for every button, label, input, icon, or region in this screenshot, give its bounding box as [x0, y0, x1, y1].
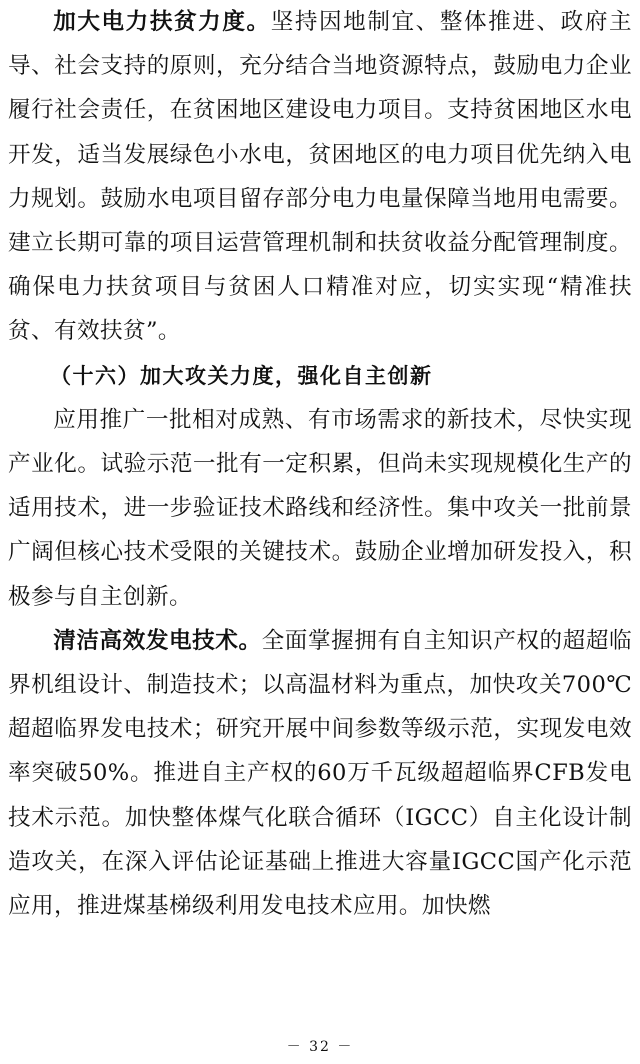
paragraph-lead-clean-power: 清洁高效发电技术。 [53, 627, 262, 654]
paragraph-lead-power-poverty: 加大电力扶贫力度。 [53, 9, 271, 35]
section-heading-16: （十六）加大攻关力度，强化自主创新 [50, 363, 433, 388]
paragraph-clean-power-generation [8, 619, 632, 928]
paragraph-technology-application: 应用推广一批相对成熟、有市场需求的新技术，尽快实现产业化。试验示范一批有一定积累，但尚未实现规模化生产的适用技术，进一步验证技术路线和经济性。集中攻关一批前景广阔但核心技术受限的关键技术。鼓励企业增加研发投入，积极参与自主创新。 [8, 406, 632, 610]
document-body [8, 0, 632, 928]
page-number: － 32 － [286, 1039, 354, 1055]
paragraph-power-poverty-alleviation [8, 0, 632, 354]
paragraph-text-power-poverty: 坚持因地制宜、整体推进、政府主导、社会支持的原则，充分结合当地资源特点，鼓励电力企业履行社会责任，在贫困地区建设电力项目。支持贫困地区水电开发，适当发展绿色小水电，贫困地区的电力项目优先纳入电力规划。鼓励水电项目留存部分电力电量保障当地用电需要。建立长期可靠的项目运营管理机制和扶贫收益分配管理制度。确保电力扶贫项目与贫困人口精准对应，切实实现“精准扶贫、有效扶贫”。 [8, 9, 632, 345]
paragraph-text-clean-power: 全面掌握拥有自主知识产权的超超临界机组设计、制造技术；以高温材料为重点，加快攻关700℃超超临界发电技术；研究开展中间参数等级示范，实现发电效率突破50%。推进自主产权的60万千瓦级超超临界CFB发电技术示范。加快整体煤气化联合循环（IGCC）自主化设计制造攻关，在深入评估论证基础上推进大容量IGCC国产化示范应用，推进煤基梯级利用发电技术应用。加快燃 [8, 627, 632, 920]
